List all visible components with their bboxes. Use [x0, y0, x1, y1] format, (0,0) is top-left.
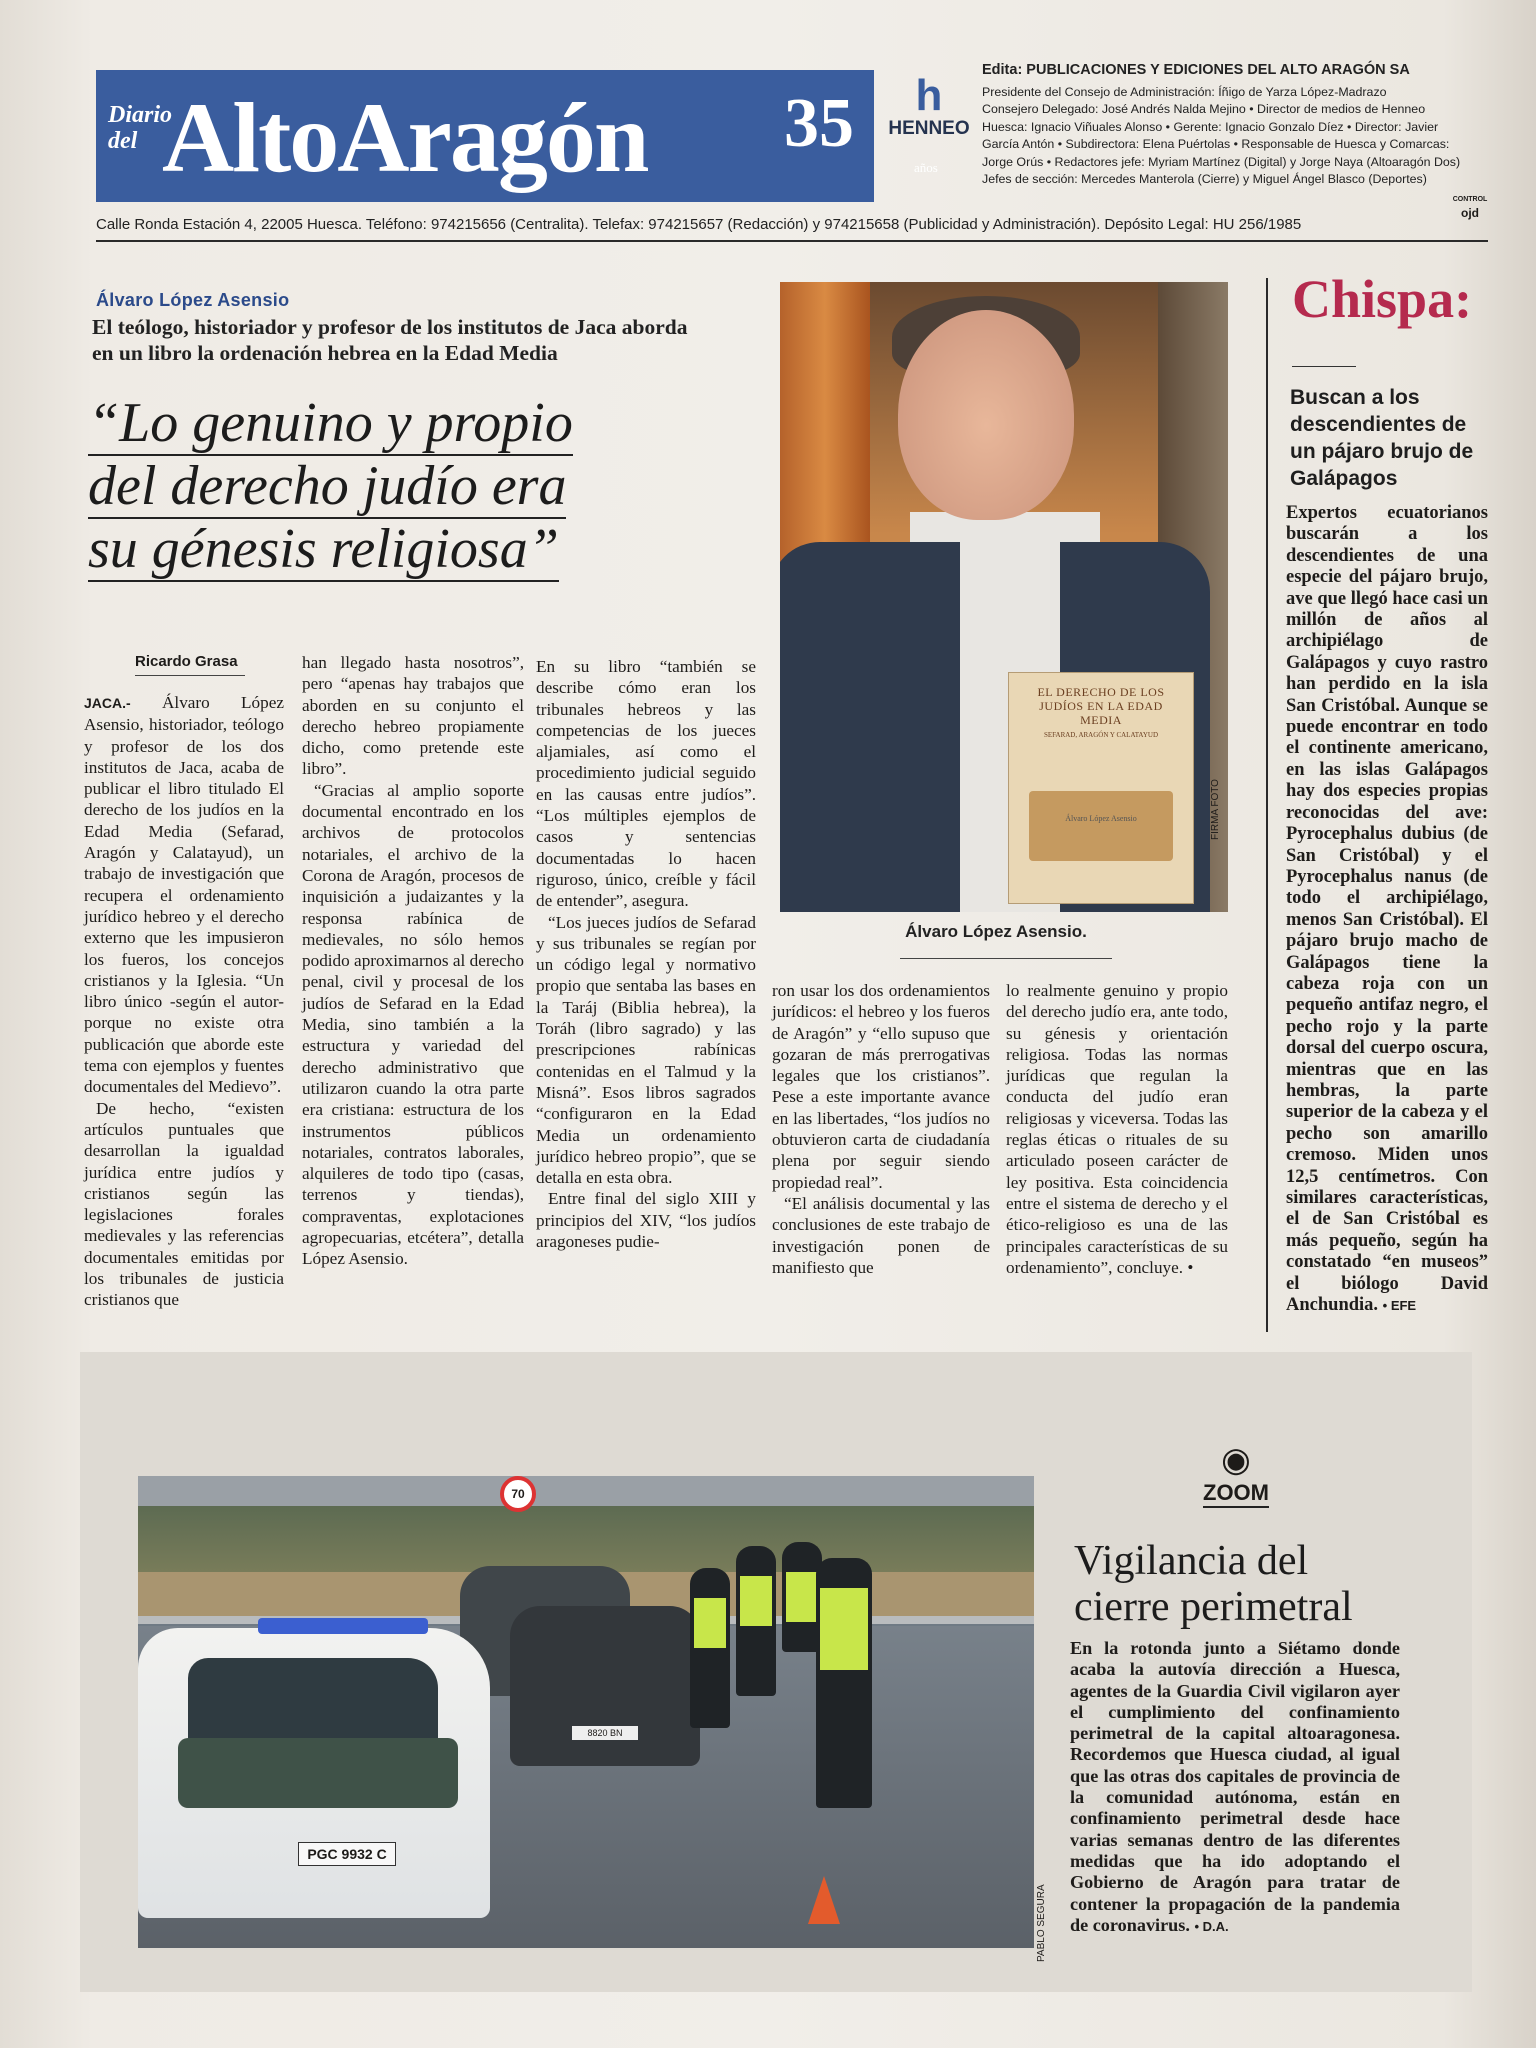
- guard-figure: [816, 1558, 872, 1808]
- paragraph-text: Álvaro López Asensio, historiador, teólogo y profesor de los dos institutos de Jaca, acaba de publicar el libro titulado El derecho de los judíos en la Edad Media (Sefarad, Aragón y Calatayud), un trabajo de investigación que recupera el ordenamiento jurídico hebreo y el derecho externo que les impusieron los fueros, los concejos cristianos y la Iglesia. “Un libro único -según el autor- porque no existe otra publicación que aborde este tema con ejemplos y fuentes documentales del Medievo”.: [84, 693, 284, 1097]
- article-paragraph: “Los jueces judíos de Sefarad y sus tribunales se regían por un código legal y normativo propio que sentaba las bases en la Taráj (Biblia hebrea), la Toráh (libro sagrado) y las prescripciones rabínicas contenidas en el Talmud y la Misná”. Esos libros sagrados “configuraron en la Edad Media un ordenamiento jurídico hebreo propio”, que se detalla en esta obra.: [536, 912, 756, 1188]
- guardia-civil-car: [138, 1628, 490, 1918]
- masthead-anniversary: 35: [784, 85, 854, 162]
- article-paragraph: ron usar los dos ordenamientos jurídicos: el hebreo y los fueros de Aragón” y “ello supuso que gozaran de más prerrogativas legales que los cristianos”. Pese a este importante avance en las libertades, “los judíos no obtuvieron carta de ciudadanía plena por seguir siendo propiedad real”.: [772, 981, 990, 1192]
- book-parchment-image: [1029, 791, 1173, 861]
- caption-rule: [900, 958, 1112, 959]
- column-divider: [1266, 278, 1268, 1332]
- car-plate: 8820 BN: [572, 1726, 638, 1740]
- traffic-cone: [808, 1876, 840, 1924]
- masthead-rule: [96, 240, 1488, 242]
- henneo-mark-icon: h: [915, 71, 943, 120]
- henneo-logo: [880, 71, 978, 140]
- hi-vis-vest: [786, 1572, 818, 1622]
- zoom-photo-credit: PABLO SEGURA: [1036, 1884, 1047, 1962]
- article-column-2: [302, 652, 524, 1270]
- article-paragraph: Entre final del siglo XIII y principios del XIV, “los judíos aragoneses pudie-: [536, 1189, 756, 1252]
- masthead-diario: Diario del: [108, 102, 173, 154]
- license-plate: PGC 9932 C: [298, 1842, 396, 1866]
- chispa-label: Chispa:: [1292, 269, 1473, 329]
- chispa-body: [1286, 503, 1488, 1316]
- article-paragraph: De hecho, “existen artículos puntuales que desarrollan la igualdad jurídica entre judíos y cristianos según las legislaciones forales medievales y las referencias documentales emitidas por los tribunales de justicia cristianos que: [84, 1098, 284, 1310]
- zoom-title: Vigilancia del cierre perimetral: [1074, 1538, 1353, 1630]
- siren-lights: [258, 1618, 428, 1634]
- zoom-body: [1070, 1638, 1400, 1937]
- article-paragraph: han llegado hasta nosotros”, pero “apenas hay trabajos que aborden en su conjunto el derecho hebreo propiamente dicho, como pretende este libro”.: [302, 653, 524, 779]
- byline-rule: [135, 675, 245, 676]
- headline-line: su génesis religiosa”: [88, 518, 559, 580]
- guard-figure: [690, 1568, 730, 1728]
- article-paragraph: En su libro “también se describe cómo eran los tribunales hebreos y las competencias de los jueces aljamiales, así como el procedimiento judicial seguido en las causas entre judíos”. “Los múltiples ejemplos de casos y sentencias documentadas lo hacen riguroso, único, creíble y fácil de entender”, asegura.: [536, 657, 756, 911]
- control-label: CONTROL: [1452, 196, 1488, 203]
- masthead-name: AltoAragón: [162, 82, 648, 193]
- article-column-4: [772, 980, 990, 1278]
- staff-line: Presidente del Consejo de Administración: Íñigo de Yarza López-Madrazo: [982, 84, 1387, 99]
- hood: [178, 1738, 458, 1808]
- article-column-5: [1006, 980, 1228, 1278]
- article-headline: [88, 392, 708, 581]
- article-kicker: Álvaro López Asensio: [96, 290, 290, 310]
- article-column-1: [84, 692, 284, 1311]
- article-paragraph: [84, 692, 284, 1098]
- article-byline: Ricardo Grasa: [135, 653, 238, 670]
- windshield: [188, 1658, 438, 1738]
- hi-vis-vest: [694, 1598, 726, 1648]
- car: [510, 1606, 700, 1766]
- hi-vis-vest: [820, 1588, 868, 1670]
- article-paragraph: “Gracias al amplio soporte documental encontrado en los archivos de protocolos notariales, el archivo de la Corona de Aragón, procesos de inquisición a judaizantes y la responsa rabínica de medievales, no sólo hemos podido aproximarnos al derecho penal, civil y procesal de los judíos de Sefarad en la Edad Media, sino también a la estructura y variedad del derecho administrativo que utilizaron cuando la otra parte era cristiana: estructura de los instrumentos públicos notariales, contratos laborales, alquileres de todo tipo (casas, terrenos y tiendas), compraventas, explotaciones agropecuarias, etcétera”, detalla López Asensio.: [302, 780, 524, 1269]
- article-deck: El teólogo, historiador y profesor de los institutos de Jaca aborda en un libro la ordenación hebrea en la Edad Media: [92, 315, 688, 365]
- speed-limit-sign-icon: 70: [500, 1476, 536, 1512]
- publisher: Edita: PUBLICACIONES Y EDICIONES DEL ALTO ARAGÓN SA: [982, 62, 1410, 78]
- staff-line: García Antón • Subdirectora: Elena Puértolas • Responsable de Huesca y Comarcas:: [982, 137, 1450, 151]
- article-paragraph: “El análisis documental y las conclusiones de este trabajo de investigación ponen de manifiesto que: [772, 1193, 990, 1277]
- hi-vis-vest: [740, 1576, 772, 1626]
- zoom-source: • D.A.: [1194, 1918, 1229, 1934]
- book-title: EL DERECHO DE LOS JUDÍOS EN LA EDAD MEDIA: [1037, 685, 1165, 727]
- headline-line: del derecho judío era: [88, 455, 567, 517]
- staff-line: Jorge Orús • Redactores jefe: Myriam Martínez (Digital) y Jorge Naya (Altoaragón Dos): [982, 154, 1461, 169]
- article-column-3: [536, 656, 756, 1252]
- henneo-name: HENNEO: [888, 118, 970, 139]
- zoom-text: En la rotonda junto a Siétamo donde acaba la autovía dirección a Huesca, agentes de la Guardia Civil vigilaron ayer el cumplimiento del confinamiento perimetral de la capital altoaragonesa. Recordemos que Huesca ciudad, al igual que las otras dos capitales de provincia de la comunidad autónoma, están en confinamiento perimetral desde hace varias semanas dentro de las diferentes medidas que ha ido adoptando el Gobierno de Aragón para tratar de contener la propagación de la pandemia de coronavirus.: [1070, 1638, 1400, 1935]
- headline-line: “Lo genuino y propio: [88, 392, 573, 454]
- eye-icon: ◉: [1221, 1441, 1251, 1479]
- staff-credits: [982, 62, 1482, 189]
- photo-credit: FIRMA FOTO: [1210, 779, 1221, 840]
- dateline: JACA.-: [84, 695, 131, 711]
- staff-line: Jefes de sección: Mercedes Manterola (Cierre) y Miguel Ángel Blasco (Deportes): [982, 172, 1427, 186]
- book-author: Álvaro López Asensio: [1065, 814, 1137, 823]
- face: [898, 310, 1074, 520]
- zoom-photo: [138, 1476, 1034, 1948]
- address-line: Calle Ronda Estación 4, 22005 Huesca. Teléfono: 974215656 (Centralita). Telefax: 974215657 (Redacción) y 974215658 (Publicidad y Administración). Depósito Legal: HU 256/1985: [96, 216, 1302, 233]
- photo-caption: Álvaro López Asensio.: [905, 922, 1087, 941]
- masthead-anniversary-unit: años: [914, 160, 938, 175]
- article-paragraph: lo realmente genuino y propio del derecho judío era, ante todo, su génesis y orientación religiosa. Todas las normas jurídicas que regulan la conducta del judío eran religiosas y viceversa. Todas las reglas éticas o rituales de su articulado poseen carácter de ley positiva. Esta coincidencia entre el sistema de derecho y el ético-religioso es una de las principales características de su ordenamiento”, concluye. •: [1006, 981, 1228, 1277]
- zoom-logo: [1186, 1440, 1286, 1508]
- vest: [780, 542, 960, 912]
- book-cover: [1008, 672, 1194, 904]
- chispa-text: Expertos ecuatorianos buscarán a los descendientes de una especie del pájaro brujo, ave que llegó hace casi un millón de años al archipiélago de Galápagos y cuyo rastro han perdido en la isla San Cristóbal. Aunque se puede encontrar en todo el continente americano, en las islas Galápagos hay dos especies propias reconocidas del ave: Pyrocephalus dubius (de San Cristóbal) y el Pyrocephalus nanus (de todo el archipiélago, menos San Cristóbal). El pájaro brujo macho de Galápagos tiene la cabeza roja con un pequeño antifaz negro, el pecho rojo y la parte dorsal del cuerpo oscura, mientras que en las hembras, la parte superior de la cabeza y el pecho son amarillo cremoso. Miden unos 12,5 centímetros. Con similares características, el de San Cristóbal es más pequeño, según ha constatado “en museos” el biólogo David Anchundia.: [1286, 503, 1488, 1316]
- chispa-headline: Buscan a los descendientes de un pájaro brujo de Galápagos: [1290, 386, 1474, 490]
- staff-line: Huesca: Ignacio Viñuales Alonso • Gerente: Ignacio Gonzalo Díez • Director: Javier: [982, 119, 1439, 134]
- chispa-source: • EFE: [1382, 1298, 1417, 1314]
- chispa-rule: [1292, 366, 1356, 367]
- staff-line: Consejero Delegado: José Andrés Nalda Mejino • Director de medios de Henneo: [982, 102, 1426, 116]
- author-photo: [780, 282, 1228, 912]
- guard-figure: [736, 1546, 776, 1696]
- book-subtitle: SEFARAD, ARAGÓN Y CALATAYUD: [1043, 731, 1159, 739]
- zoom-label: ZOOM: [1203, 1480, 1269, 1508]
- ojd-icon: ojd: [1461, 206, 1479, 220]
